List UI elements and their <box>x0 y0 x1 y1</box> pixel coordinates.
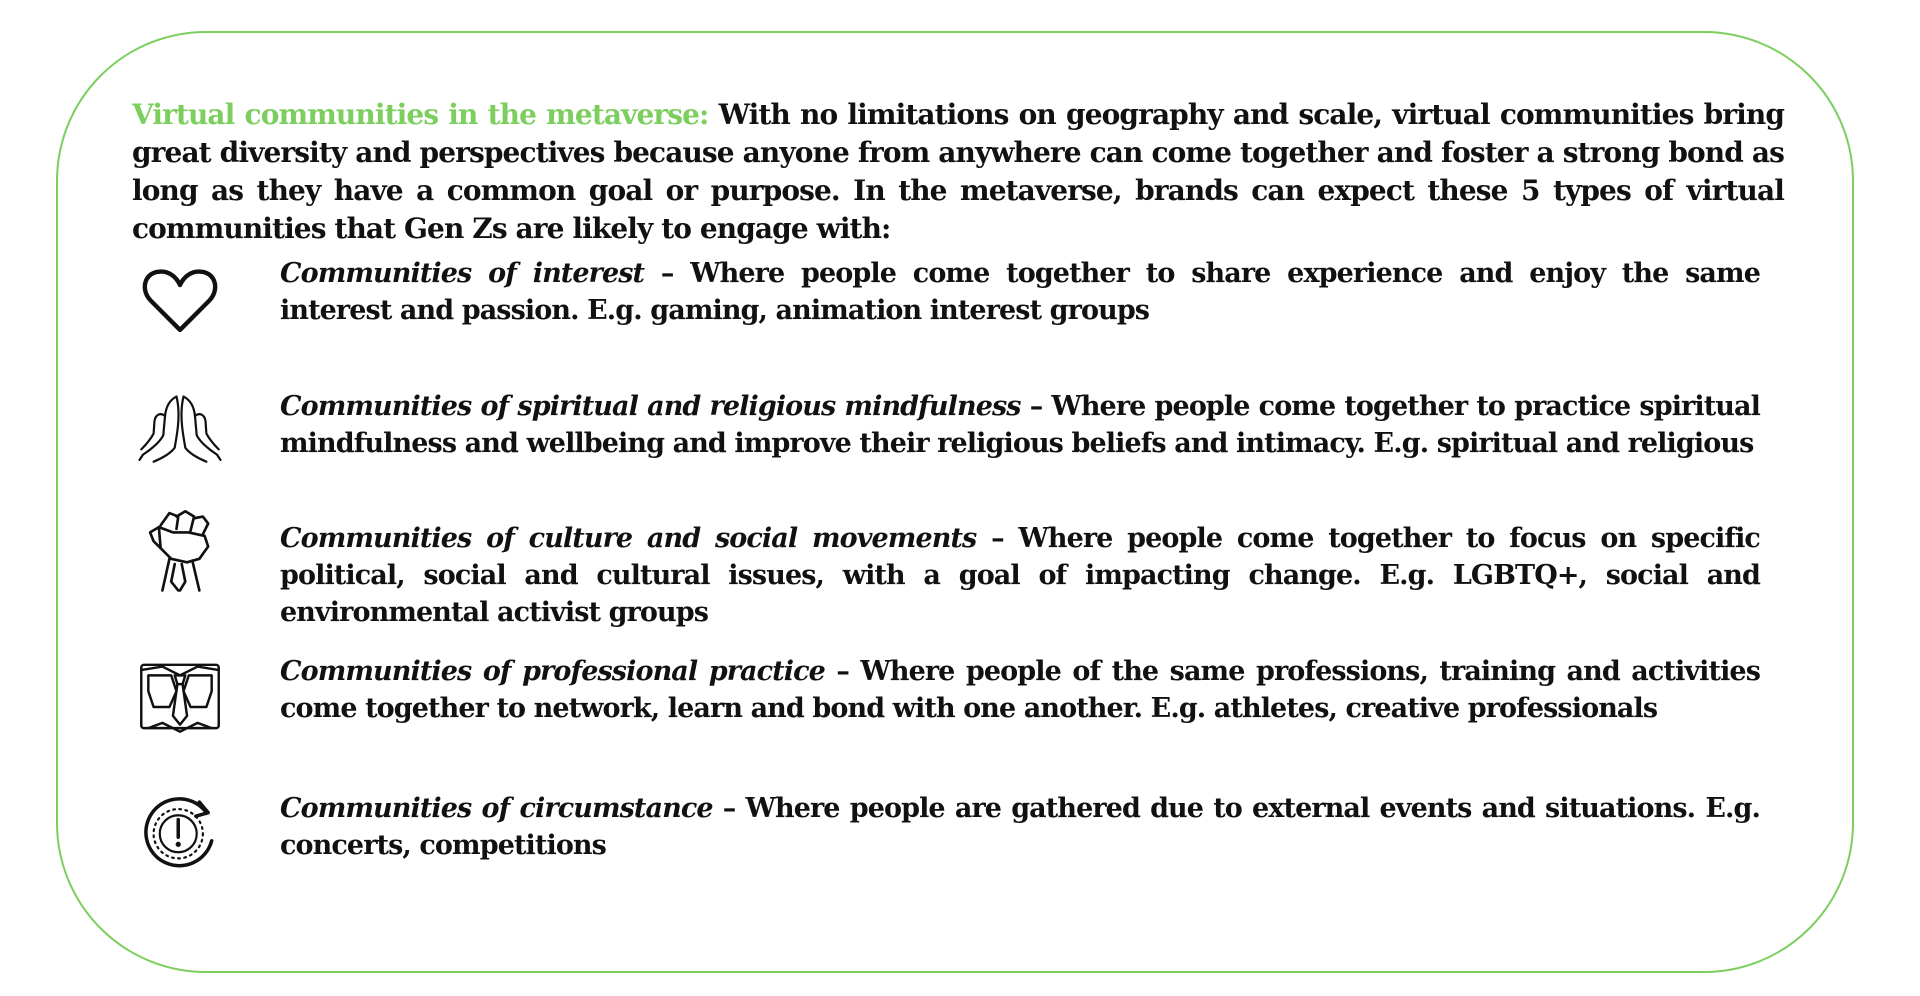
community-description <box>280 653 1760 727</box>
intro-paragraph <box>132 96 1784 248</box>
community-description <box>280 790 1760 864</box>
community-detail: – Where people come together to practice spiritual mindfulness and wellbeing and improve their religious beliefs and intimacy. E.g. spiritual and religious <box>280 391 1760 459</box>
community-description <box>280 388 1760 462</box>
community-title: Communities of professional practice <box>280 656 825 687</box>
community-description <box>280 520 1760 631</box>
community-detail: – Where people come together to share experience and enjoy the same interest and passion. E.g. gaming, animation interest groups <box>280 258 1760 326</box>
community-title: Communities of circumstance <box>280 793 713 824</box>
intro-body: With no limitations on geography and scale, virtual communities bring great diversity and perspectives because anyone from anywhere can come together and foster a strong bond as long as they have a common goal or purpose. In the metaverse, brands can expect these 5 types of virtual communities that Gen Zs are likely to engage with: <box>132 98 1784 245</box>
circumstance-alert-icon <box>136 788 224 876</box>
raised-fist-icon <box>136 506 224 594</box>
intro-heading: Virtual communities in the metaverse: <box>132 98 709 131</box>
community-detail: – Where people of the same professions, training and activities come together to network, learn and bond with one another. E.g. athletes, creative professionals <box>280 656 1761 724</box>
heart-icon <box>136 256 224 344</box>
praying-hands-icon <box>136 386 224 474</box>
book-tie-icon <box>136 656 224 744</box>
community-title: Communities of culture and social movements <box>280 523 977 554</box>
community-title: Communities of spiritual and religious mindfulness <box>280 391 1021 422</box>
community-detail: – Where people are gathered due to external events and situations. E.g. concerts, competitions <box>280 793 1760 861</box>
community-title: Communities of interest <box>280 258 645 289</box>
community-detail: – Where people come together to focus on specific political, social and cultural issues, with a goal of impacting change. E.g. LGBTQ+, social and environmental activist groups <box>280 523 1760 628</box>
community-description <box>280 255 1760 329</box>
